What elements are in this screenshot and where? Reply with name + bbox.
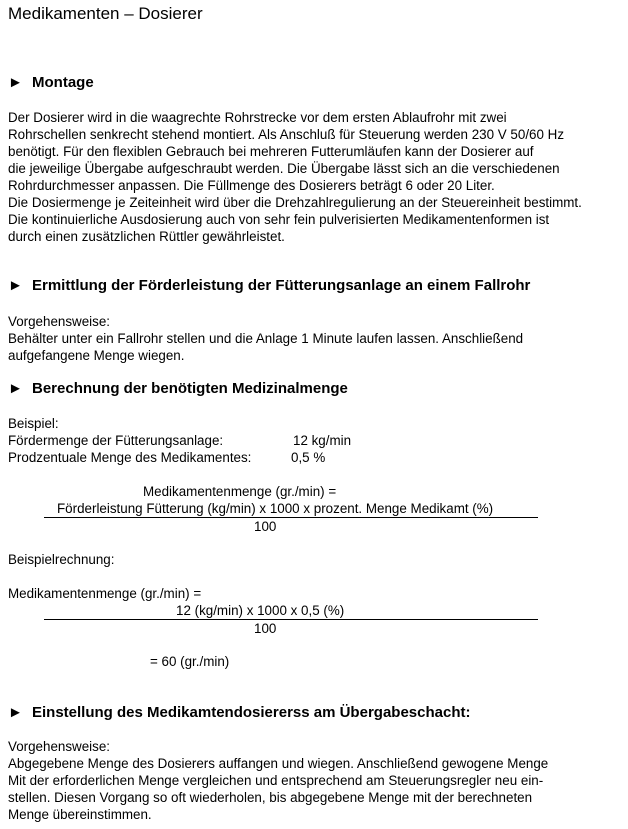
page-title: Medikamenten – Dosierer [8,4,203,23]
example-result: = 60 (gr./min) [150,654,230,669]
text-line: Abgegebene Menge des Dosierers auffangen und wiegen. Anschließend gewogene Menge [8,756,549,771]
text-line: stellen. Diesen Vorgang so oft wiederholen, bis abgegebene Menge mit der berechneten [8,790,533,805]
text-line: Die Dosiermenge je Zeiteinheit wird über die Drehzahlregulierung an der Steuereinheit bestimmt. [8,195,582,210]
text-line: Der Dosierer wird in die waagrechte Rohrstrecke vor dem ersten Ablaufrohr mit zwei [8,110,507,125]
text-line: Rohrdurchmesser anpassen. Die Füllmenge des Dosierers beträgt 6 oder 20 Liter. [8,178,495,193]
heading-text: Montage [32,74,94,91]
arrow-icon: ► [8,74,23,91]
fraction-line [44,619,538,620]
prozent-value: 0,5 % [291,450,326,465]
beispielrechnung-label: Beispielrechnung: [8,552,115,567]
heading-text: Einstellung des Medikamtendosiererss am Übergabeschacht: [32,704,471,721]
example-lhs: Medikamentenmenge (gr./min) = [8,586,202,601]
text-line: Menge übereinstimmen. [8,807,152,822]
heading-text: Berechnung der benötigten Medizinalmenge [32,380,348,397]
example-denominator: 100 [254,621,277,636]
section-heading-montage [8,74,94,92]
foerdermenge-label: Fördermenge der Fütterungsanlage: [8,433,224,448]
section-heading-einstellung [8,704,470,722]
fraction-line [44,517,538,518]
text-line: Vorgehensweise: [8,739,110,754]
arrow-icon: ► [8,380,23,397]
arrow-icon: ► [8,277,23,294]
example-numerator: 12 (kg/min) x 1000 x 0,5 (%) [176,603,345,618]
foerdermenge-value: 12 kg/min [293,433,352,448]
paragraph-ermittlung [8,313,523,364]
text-line: Behälter unter ein Fallrohr stellen und die Anlage 1 Minute laufen lassen. Anschließend [8,331,524,346]
heading-text: Ermittlung der Förderleistung der Fütterungsanlage an einem Fallrohr [32,277,531,294]
formula-lhs: Medikamentenmenge (gr./min) = [143,484,337,499]
text-line: Vorgehensweise: [8,314,110,329]
prozent-label: Prodzentuale Menge des Medikamentes: [8,450,252,465]
section-heading-ermittlung [8,277,530,295]
text-line: Mit der erforderlichen Menge vergleichen und entsprechend am Steuerungsregler neu ein- [8,773,544,788]
text-line: Rohrschellen senkrecht stehend montiert. Als Anschluß für Steuerung werden 230 V 50/60 Hz [8,127,565,142]
formula-denominator: 100 [254,519,277,534]
text-line: durch einen zusätzlichen Rüttler gewährleistet. [8,229,285,244]
paragraph-einstellung [8,738,548,823]
beispiel-label: Beispiel: [8,416,59,431]
arrow-icon: ► [8,704,23,721]
text-line: aufgefangene Menge wiegen. [8,348,185,363]
section-heading-berechnung [8,380,348,398]
formula-numerator: Förderleistung Fütterung (kg/min) x 1000 x prozent. Menge Medikamt (%) [57,501,494,516]
text-line: die jeweilige Übergabe aufgeschraubt werden. Die Übergabe lässt sich an die verschiedenen [8,161,560,176]
paragraph-montage [8,109,582,245]
text-line: Die kontinuierliche Ausdosierung auch von sehr fein pulverisierten Medikamentenformen ist [8,212,550,227]
text-line: benötigt. Für den flexiblen Gebrauch bei mehreren Futterumläufen kann der Dosierer auf [8,144,534,159]
